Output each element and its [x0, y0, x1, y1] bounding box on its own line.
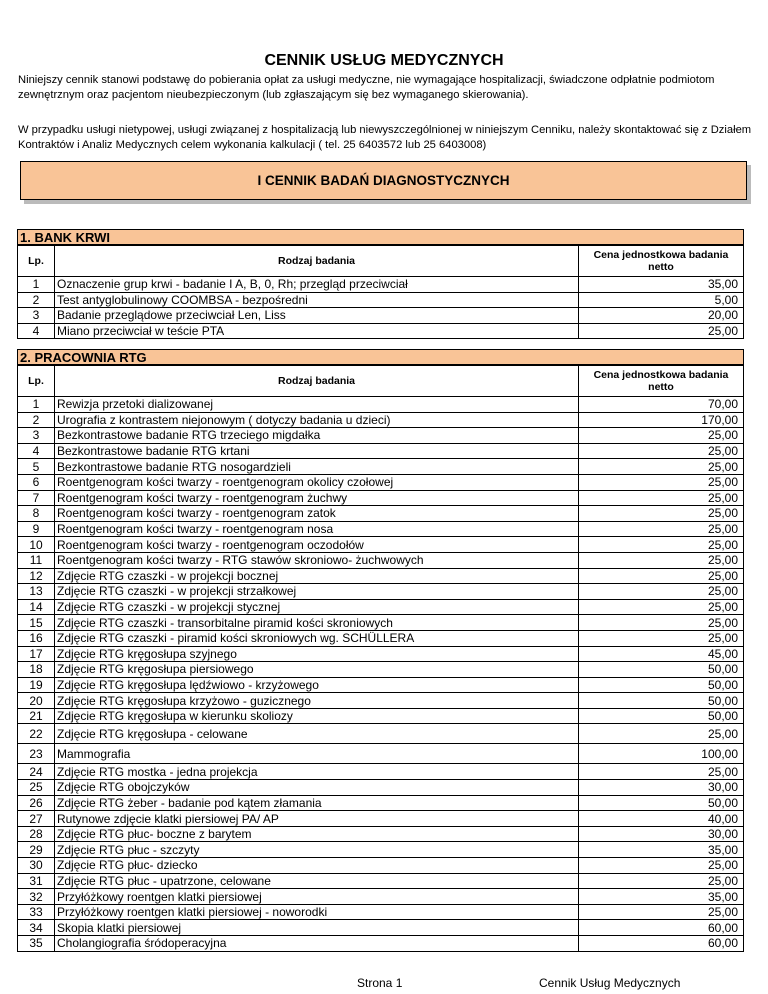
table-row — [18, 795, 744, 811]
header-name: Rodzaj badania — [55, 366, 579, 397]
page-title: CENNIK USŁUG MEDYCZNYCH — [264, 52, 504, 69]
footer-document-name: Cennik Usług Medycznych — [539, 976, 681, 990]
header-price: Cena jednostkowa badania netto — [579, 366, 744, 397]
row-name: Miano przeciwciał w teście PTA — [55, 323, 579, 339]
row-name: Mammografia — [55, 744, 579, 764]
row-price: 25,00 — [579, 474, 744, 490]
row-price: 25,00 — [579, 630, 744, 646]
table-row — [18, 744, 744, 764]
table-row — [18, 552, 744, 568]
header-lp: Lp. — [18, 366, 55, 397]
table-row — [18, 277, 744, 293]
row-name: Przyłóżkowy roentgen klatki piersiowej - noworodki — [55, 904, 579, 920]
row-number: 6 — [18, 474, 55, 490]
row-name: Bezkontrastowe badanie RTG nosogardzieli — [55, 459, 579, 475]
header-name: Rodzaj badania — [55, 246, 579, 277]
row-price: 100,00 — [579, 744, 744, 764]
row-price: 50,00 — [579, 708, 744, 724]
row-number: 35 — [18, 936, 55, 952]
row-price: 25,00 — [579, 537, 744, 553]
table-row — [18, 506, 744, 522]
row-number: 31 — [18, 873, 55, 889]
row-name: Zdjęcie RTG czaszki - transorbitalne piramid kości skroniowych — [55, 615, 579, 631]
table-row — [18, 412, 744, 428]
row-number: 9 — [18, 521, 55, 537]
row-price: 35,00 — [579, 277, 744, 293]
row-price: 25,00 — [579, 459, 744, 475]
row-name: Roentgenogram kości twarzy - roentgenogram oczodołów — [55, 537, 579, 553]
table-row — [18, 842, 744, 858]
table-row — [18, 490, 744, 506]
row-name: Zdjęcie RTG płuc - szczyty — [55, 842, 579, 858]
row-number: 25 — [18, 780, 55, 796]
row-price: 25,00 — [579, 428, 744, 444]
table-row — [18, 677, 744, 693]
section-header-pracownia-rtg: 2. PRACOWNIA RTG — [17, 349, 744, 365]
table-row — [18, 584, 744, 600]
row-number: 5 — [18, 459, 55, 475]
table-row — [18, 397, 744, 413]
table-row — [18, 308, 744, 324]
row-price: 25,00 — [579, 764, 744, 780]
row-name: Roentgenogram kości twarzy - roentgenogram zatok — [55, 506, 579, 522]
header-lp: Lp. — [18, 246, 55, 277]
row-name: Badanie przeglądowe przeciwciał Len, Liss — [55, 308, 579, 324]
row-number: 27 — [18, 811, 55, 827]
row-number: 10 — [18, 537, 55, 553]
row-name: Roentgenogram kości twarzy - RTG stawów skroniowo- żuchwowych — [55, 552, 579, 568]
table-row — [18, 428, 744, 444]
row-number: 2 — [18, 292, 55, 308]
table-row — [18, 443, 744, 459]
row-price: 5,00 — [579, 292, 744, 308]
row-number: 3 — [18, 428, 55, 444]
row-name: Zdjęcie RTG kręgosłupa - celowane — [55, 724, 579, 744]
row-name: Zdjęcie RTG płuc - upatrzone, celowane — [55, 873, 579, 889]
row-number: 13 — [18, 584, 55, 600]
row-price: 25,00 — [579, 568, 744, 584]
row-name: Urografia z kontrastem niejonowym ( dotyczy badania u dzieci) — [55, 412, 579, 428]
row-number: 20 — [18, 693, 55, 709]
row-number: 22 — [18, 724, 55, 744]
table-row — [18, 459, 744, 475]
row-name: Bezkontrastowe badanie RTG krtani — [55, 443, 579, 459]
row-number: 34 — [18, 920, 55, 936]
row-number: 32 — [18, 889, 55, 905]
row-number: 1 — [18, 277, 55, 293]
table-row — [18, 873, 744, 889]
row-number: 4 — [18, 323, 55, 339]
row-price: 30,00 — [579, 826, 744, 842]
row-number: 26 — [18, 795, 55, 811]
row-price: 25,00 — [579, 552, 744, 568]
row-price: 25,00 — [579, 724, 744, 744]
row-number: 1 — [18, 397, 55, 413]
table-row — [18, 936, 744, 952]
row-number: 16 — [18, 630, 55, 646]
table-row — [18, 474, 744, 490]
row-number: 2 — [18, 412, 55, 428]
row-name: Test antyglobulinowy COOMBSA - bezpośredni — [55, 292, 579, 308]
table-row — [18, 904, 744, 920]
row-name: Zdjęcie RTG czaszki - w projekcji bocznej — [55, 568, 579, 584]
row-price: 170,00 — [579, 412, 744, 428]
row-name: Zdjęcie RTG kręgosłupa krzyżowo - guzicznego — [55, 693, 579, 709]
row-price: 25,00 — [579, 443, 744, 459]
row-name: Zdjęcie RTG kręgosłupa piersiowego — [55, 662, 579, 678]
table-row — [18, 323, 744, 339]
row-name: Bezkontrastowe badanie RTG trzeciego migdałka — [55, 428, 579, 444]
row-name: Zdjęcie RTG czaszki - w projekcji strzałkowej — [55, 584, 579, 600]
row-number: 11 — [18, 552, 55, 568]
row-price: 60,00 — [579, 936, 744, 952]
intro-paragraph-2: W przypadku usługi nietypowej, usługi związanej z hospitalizacją lub niewyszczególnionej w niniejszym Cenniku, należy skontaktować się z Działem Kontraktów i Analiz Medycznych celem wykonania kalkulacji ( tel. 25 6403572 lub 25 6403008) — [18, 124, 752, 151]
row-price: 35,00 — [579, 889, 744, 905]
table-row — [18, 826, 744, 842]
row-price: 50,00 — [579, 795, 744, 811]
row-number: 28 — [18, 826, 55, 842]
row-price: 25,00 — [579, 615, 744, 631]
row-name: Skopia klatki piersiowej — [55, 920, 579, 936]
row-price: 25,00 — [579, 873, 744, 889]
table-row — [18, 615, 744, 631]
row-name: Zdjęcie RTG płuc- boczne z barytem — [55, 826, 579, 842]
price-table-bank-krwi — [17, 245, 744, 339]
row-number: 12 — [18, 568, 55, 584]
row-number: 4 — [18, 443, 55, 459]
table-row — [18, 630, 744, 646]
row-name: Zdjęcie RTG kręgosłupa lędźwiowo - krzyżowego — [55, 677, 579, 693]
section-banner: I CENNIK BADAŃ DIAGNOSTYCZNYCH — [20, 161, 747, 200]
table-row — [18, 693, 744, 709]
price-table-pracownia-rtg — [17, 365, 744, 952]
row-price: 25,00 — [579, 323, 744, 339]
row-name: Zdjęcie RTG żeber - badanie pod kątem złamania — [55, 795, 579, 811]
row-price: 35,00 — [579, 842, 744, 858]
row-price: 25,00 — [579, 858, 744, 874]
table-row — [18, 811, 744, 827]
section-header-bank-krwi: 1. BANK KRWI — [17, 229, 744, 245]
row-name: Zdjęcie RTG czaszki - piramid kości skroniowych wg. SCHÜLLERA — [55, 630, 579, 646]
row-number: 14 — [18, 599, 55, 615]
row-name: Zdjęcie RTG mostka - jedna projekcja — [55, 764, 579, 780]
intro-paragraph-1: Niniejszy cennik stanowi podstawę do pobierania opłat za usługi medyczne, nie wymagające hospitalizacji, świadczone odpłatnie podmiotom zewnętrznym oraz pacjentom nieubezpieczonym (lub zgłaszającym się bez wymaganego skierowania). — [18, 74, 715, 101]
row-number: 21 — [18, 708, 55, 724]
row-name: Przyłóżkowy roentgen klatki piersiowej — [55, 889, 579, 905]
row-name: Cholangiografia śródoperacyjna — [55, 936, 579, 952]
row-price: 50,00 — [579, 693, 744, 709]
page-number: Strona 1 — [357, 976, 403, 990]
row-price: 25,00 — [579, 490, 744, 506]
row-number: 23 — [18, 744, 55, 764]
row-number: 8 — [18, 506, 55, 522]
row-number: 24 — [18, 764, 55, 780]
row-number: 33 — [18, 904, 55, 920]
row-price: 40,00 — [579, 811, 744, 827]
row-name: Zdjęcie RTG kręgosłupa w kierunku skoliozy — [55, 708, 579, 724]
table-row — [18, 920, 744, 936]
row-number: 19 — [18, 677, 55, 693]
row-name: Rewizja przetoki dializowanej — [55, 397, 579, 413]
table-row — [18, 537, 744, 553]
row-price: 20,00 — [579, 308, 744, 324]
row-name: Roentgenogram kości twarzy - roentgenogram okolicy czołowej — [55, 474, 579, 490]
table-row — [18, 521, 744, 537]
row-price: 25,00 — [579, 506, 744, 522]
row-price: 25,00 — [579, 521, 744, 537]
row-price: 70,00 — [579, 397, 744, 413]
row-number: 18 — [18, 662, 55, 678]
row-name: Zdjęcie RTG kręgosłupa szyjnego — [55, 646, 579, 662]
row-name: Zdjęcie RTG płuc- dziecko — [55, 858, 579, 874]
row-price: 25,00 — [579, 599, 744, 615]
table-row — [18, 599, 744, 615]
row-number: 15 — [18, 615, 55, 631]
table-row — [18, 858, 744, 874]
table-row — [18, 889, 744, 905]
row-price: 50,00 — [579, 662, 744, 678]
row-number: 7 — [18, 490, 55, 506]
row-name: Rutynowe zdjęcie klatki piersiowej PA/ AP — [55, 811, 579, 827]
table-row — [18, 780, 744, 796]
table-row — [18, 646, 744, 662]
row-number: 29 — [18, 842, 55, 858]
row-name: Zdjęcie RTG czaszki - w projekcji stycznej — [55, 599, 579, 615]
header-price: Cena jednostkowa badania netto — [579, 246, 744, 277]
row-price: 30,00 — [579, 780, 744, 796]
table-row — [18, 724, 744, 744]
row-price: 25,00 — [579, 904, 744, 920]
row-name: Roentgenogram kości twarzy - roentgenogram żuchwy — [55, 490, 579, 506]
table-row — [18, 764, 744, 780]
table-row — [18, 568, 744, 584]
row-price: 50,00 — [579, 677, 744, 693]
table-row — [18, 292, 744, 308]
row-number: 30 — [18, 858, 55, 874]
table-row — [18, 662, 744, 678]
row-name: Roentgenogram kości twarzy - roentgenogram nosa — [55, 521, 579, 537]
row-name: Oznaczenie grup krwi - badanie I A, B, 0, Rh; przegląd przeciwciał — [55, 277, 579, 293]
row-price: 60,00 — [579, 920, 744, 936]
row-price: 45,00 — [579, 646, 744, 662]
row-number: 3 — [18, 308, 55, 324]
row-price: 25,00 — [579, 584, 744, 600]
row-number: 17 — [18, 646, 55, 662]
row-name: Zdjęcie RTG obojczyków — [55, 780, 579, 796]
table-row — [18, 708, 744, 724]
